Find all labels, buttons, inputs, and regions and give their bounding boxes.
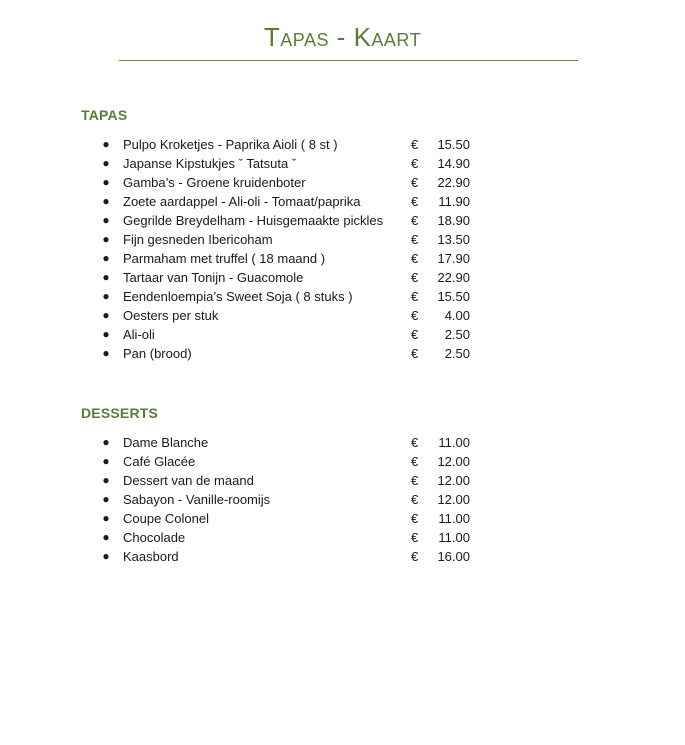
item-price: 13.50 (437, 232, 470, 247)
bullet-icon: ● (102, 213, 110, 227)
item-name: Coupe Colonel (123, 511, 210, 526)
currency-symbol: € (411, 327, 419, 342)
item-price: 14.90 (437, 156, 470, 171)
currency-symbol: € (411, 435, 419, 450)
bullet-icon: ● (102, 270, 110, 284)
item-price: 11.90 (438, 194, 470, 209)
menu-item (0, 249, 685, 268)
menu-item (0, 344, 685, 363)
item-name: Fijn gesneden Ibericoham (123, 232, 273, 247)
bullet-icon: ● (102, 327, 110, 341)
menu-item (0, 211, 685, 230)
bullet-icon: ● (102, 473, 110, 487)
currency-symbol: € (411, 530, 419, 545)
item-price: 11.00 (438, 511, 470, 526)
item-price: 15.50 (437, 137, 470, 152)
item-name: Café Glacée (123, 454, 196, 469)
bullet-icon: ● (102, 156, 110, 170)
bullet-icon: ● (102, 492, 110, 506)
item-name: Gamba’s - Groene kruidenboter (123, 175, 306, 190)
currency-symbol: € (411, 549, 419, 564)
item-price: 22.90 (437, 175, 470, 190)
bullet-icon: ● (102, 530, 110, 544)
currency-symbol: € (411, 213, 419, 228)
menu-item (0, 509, 685, 528)
item-price: 12.00 (437, 492, 470, 507)
item-name: Dame Blanche (123, 435, 209, 450)
section-heading-tapas: TAPAS (81, 107, 128, 123)
item-price: 11.00 (438, 435, 470, 450)
currency-symbol: € (411, 308, 419, 323)
title-divider (119, 60, 578, 61)
item-price: 16.00 (437, 549, 470, 564)
item-name: Pan (brood) (123, 346, 192, 361)
currency-symbol: € (411, 251, 419, 266)
bullet-icon: ● (102, 289, 110, 303)
item-name: Japanse Kipstukjes ˇ Tatsuta ˇ (123, 156, 297, 171)
menu-item (0, 306, 685, 325)
item-price: 12.00 (437, 454, 470, 469)
currency-symbol: € (411, 270, 419, 285)
item-name: Kaasbord (123, 549, 179, 564)
bullet-icon: ● (102, 137, 110, 151)
currency-symbol: € (411, 492, 419, 507)
item-price: 12.00 (437, 473, 470, 488)
bullet-icon: ● (102, 194, 110, 208)
bullet-icon: ● (102, 251, 110, 265)
currency-symbol: € (411, 346, 419, 361)
currency-symbol: € (411, 137, 419, 152)
tapas-list (0, 135, 685, 363)
bullet-icon: ● (102, 308, 110, 322)
section-heading-desserts: DESSERTS (81, 405, 159, 421)
currency-symbol: € (411, 232, 419, 247)
currency-symbol: € (411, 175, 419, 190)
menu-item (0, 154, 685, 173)
currency-symbol: € (411, 289, 419, 304)
menu-item (0, 471, 685, 490)
item-name: Tartaar van Tonijn - Guacomole (123, 270, 304, 285)
menu-item (0, 452, 685, 471)
item-name: Gegrilde Breydelham - Huisgemaakte pickles (123, 213, 384, 228)
item-name: Oesters per stuk (123, 308, 219, 323)
menu-item (0, 325, 685, 344)
item-name: Parmaham met truffel ( 18 maand ) (123, 251, 326, 266)
currency-symbol: € (411, 194, 419, 209)
bullet-icon: ● (102, 435, 110, 449)
menu-item (0, 433, 685, 452)
desserts-list (0, 433, 685, 566)
currency-symbol: € (411, 156, 419, 171)
currency-symbol: € (411, 454, 419, 469)
bullet-icon: ● (102, 232, 110, 246)
menu-item (0, 547, 685, 566)
item-price: 18.90 (437, 213, 470, 228)
menu-item (0, 287, 685, 306)
currency-symbol: € (411, 473, 419, 488)
bullet-icon: ● (102, 346, 110, 360)
menu-item (0, 490, 685, 509)
menu-item (0, 528, 685, 547)
item-name: Dessert van de maand (123, 473, 254, 488)
menu-item (0, 135, 685, 154)
item-name: Sabayon - Vanille-roomijs (123, 492, 271, 507)
menu-item (0, 173, 685, 192)
item-name: Chocolade (123, 530, 186, 545)
menu-item (0, 192, 685, 211)
menu-title: Tapas - Kaart (263, 22, 422, 52)
item-price: 15.50 (437, 289, 470, 304)
item-price: 2.50 (444, 327, 470, 342)
item-price: 17.90 (437, 251, 470, 266)
item-name: Ali-oli (123, 327, 155, 342)
bullet-icon: ● (102, 511, 110, 525)
menu-item (0, 268, 685, 287)
bullet-icon: ● (102, 454, 110, 468)
bullet-icon: ● (102, 549, 110, 563)
item-name: Zoete aardappel - Ali-oli - Tomaat/paprika (123, 194, 361, 209)
item-name: Eendenloempia’s Sweet Soja ( 8 stuks ) (123, 289, 353, 304)
item-price: 4.00 (444, 308, 470, 323)
item-price: 11.00 (438, 530, 470, 545)
bullet-icon: ● (102, 175, 110, 189)
item-price: 22.90 (437, 270, 470, 285)
currency-symbol: € (411, 511, 419, 526)
item-price: 2.50 (444, 346, 470, 361)
menu-item (0, 230, 685, 249)
item-name: Pulpo Kroketjes - Paprika Aioli ( 8 st ) (123, 137, 338, 152)
